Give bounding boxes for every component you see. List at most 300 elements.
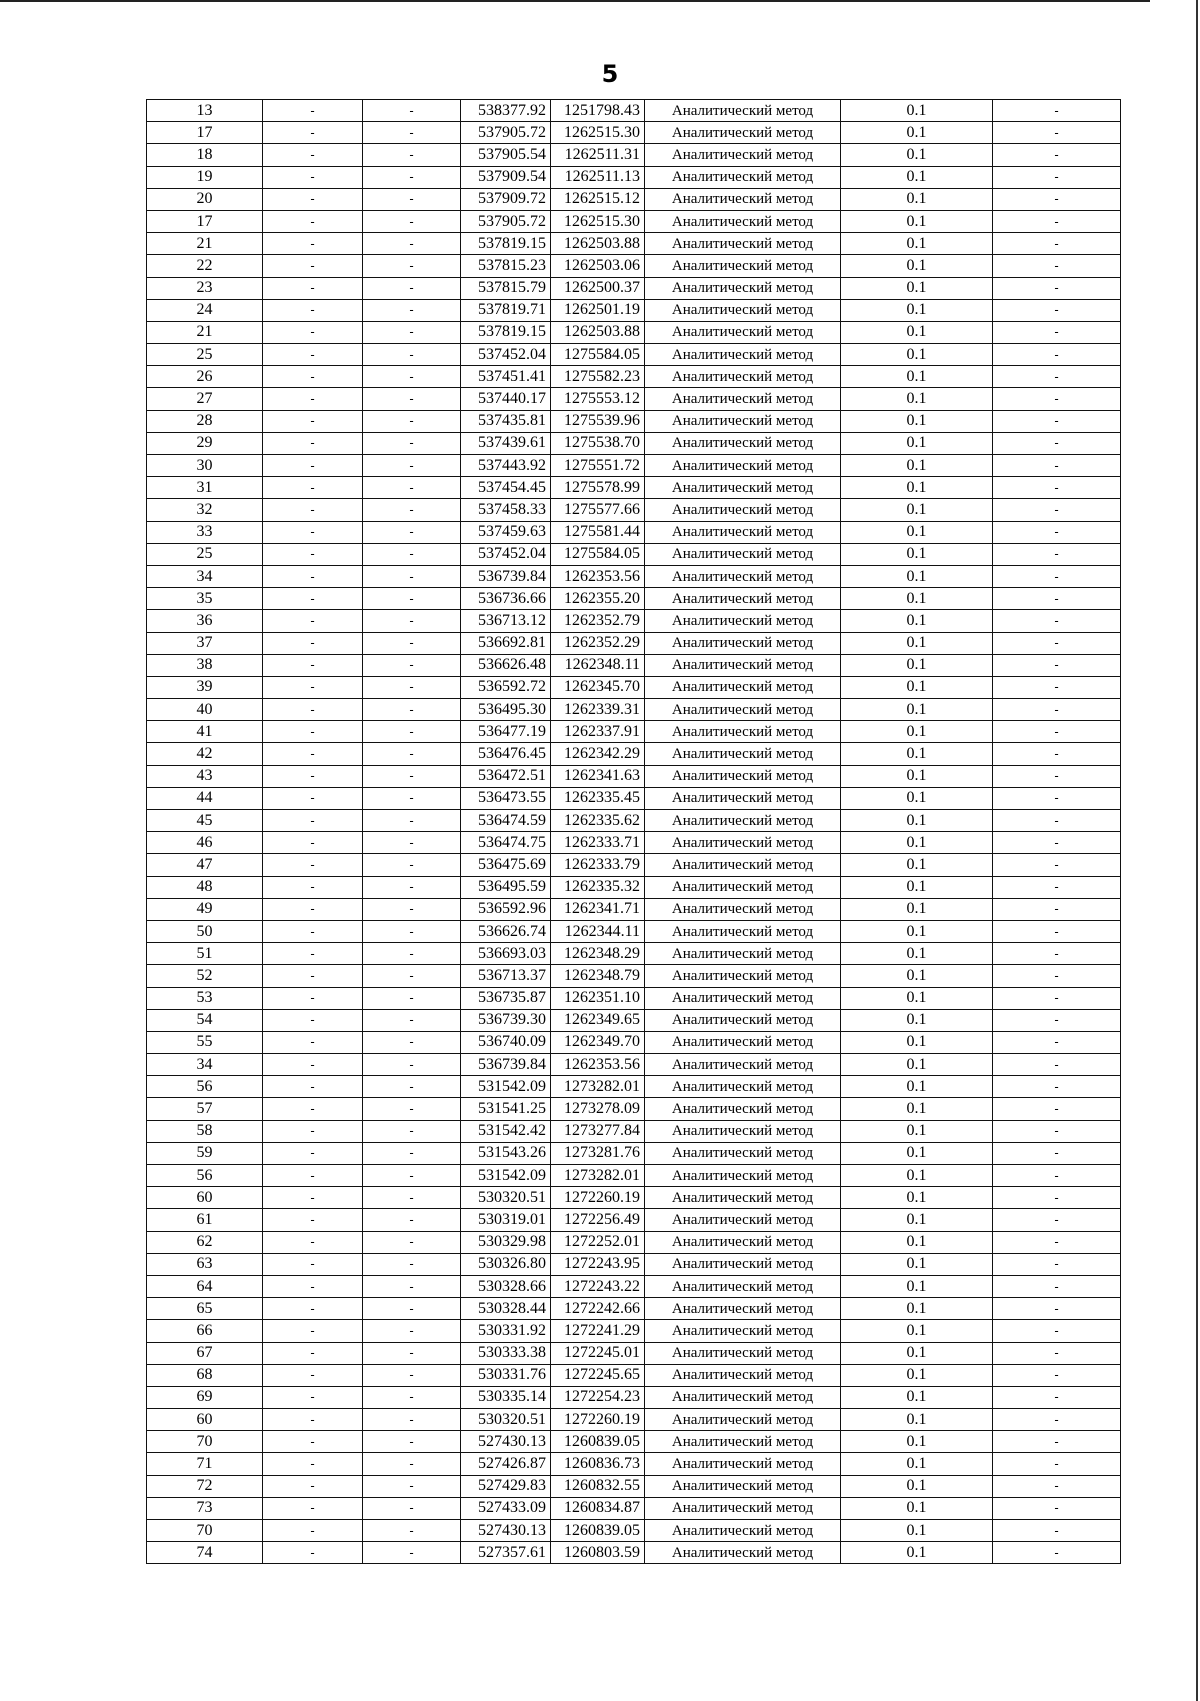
table-row — [147, 122, 1121, 144]
empty-dash-cell: - — [993, 1054, 1121, 1076]
accuracy-cell: 0.1 — [841, 743, 993, 765]
method-cell: Аналитический метод — [645, 787, 841, 809]
point-number-cell: 64 — [147, 1275, 263, 1297]
accuracy-cell: 0.1 — [841, 410, 993, 432]
x-coordinate-cell: 537905.72 — [461, 122, 551, 144]
empty-dash-cell: - — [993, 1098, 1121, 1120]
y-coordinate-cell: 1262348.29 — [551, 943, 645, 965]
x-coordinate-cell: 530335.14 — [461, 1386, 551, 1408]
point-number-cell: 45 — [147, 810, 263, 832]
accuracy-cell: 0.1 — [841, 122, 993, 144]
x-coordinate-cell: 536739.30 — [461, 1009, 551, 1031]
table-row — [147, 166, 1121, 188]
method-cell: Аналитический метод — [645, 1076, 841, 1098]
x-coordinate-cell: 537909.54 — [461, 166, 551, 188]
x-coordinate-cell: 527433.09 — [461, 1497, 551, 1519]
x-coordinate-cell: 536477.19 — [461, 721, 551, 743]
table-row — [147, 1386, 1121, 1408]
empty-dash-cell: - — [363, 1520, 461, 1542]
empty-dash-cell: - — [263, 455, 363, 477]
empty-dash-cell: - — [363, 1120, 461, 1142]
y-coordinate-cell: 1262503.06 — [551, 255, 645, 277]
scan-top-edge — [0, 0, 1150, 2]
empty-dash-cell: - — [263, 610, 363, 632]
x-coordinate-cell: 536692.81 — [461, 632, 551, 654]
empty-dash-cell: - — [263, 588, 363, 610]
empty-dash-cell: - — [363, 632, 461, 654]
x-coordinate-cell: 537451.41 — [461, 366, 551, 388]
x-coordinate-cell: 537459.63 — [461, 521, 551, 543]
y-coordinate-cell: 1262503.88 — [551, 321, 645, 343]
empty-dash-cell: - — [993, 410, 1121, 432]
x-coordinate-cell: 537452.04 — [461, 344, 551, 366]
point-number-cell: 18 — [147, 144, 263, 166]
x-coordinate-cell: 536740.09 — [461, 1031, 551, 1053]
point-number-cell: 34 — [147, 565, 263, 587]
x-coordinate-cell: 530333.38 — [461, 1342, 551, 1364]
point-number-cell: 55 — [147, 1031, 263, 1053]
table-row — [147, 898, 1121, 920]
method-cell: Аналитический метод — [645, 388, 841, 410]
y-coordinate-cell: 1262511.31 — [551, 144, 645, 166]
empty-dash-cell: - — [993, 1409, 1121, 1431]
method-cell: Аналитический метод — [645, 920, 841, 942]
empty-dash-cell: - — [263, 1031, 363, 1053]
accuracy-cell: 0.1 — [841, 233, 993, 255]
empty-dash-cell: - — [993, 366, 1121, 388]
empty-dash-cell: - — [993, 654, 1121, 676]
point-number-cell: 46 — [147, 832, 263, 854]
method-cell: Аналитический метод — [645, 832, 841, 854]
method-cell: Аналитический метод — [645, 1298, 841, 1320]
empty-dash-cell: - — [263, 876, 363, 898]
accuracy-cell: 0.1 — [841, 388, 993, 410]
y-coordinate-cell: 1262353.56 — [551, 1054, 645, 1076]
empty-dash-cell: - — [993, 299, 1121, 321]
empty-dash-cell: - — [993, 321, 1121, 343]
empty-dash-cell: - — [363, 432, 461, 454]
point-number-cell: 38 — [147, 654, 263, 676]
table-row — [147, 943, 1121, 965]
empty-dash-cell: - — [363, 1142, 461, 1164]
point-number-cell: 19 — [147, 166, 263, 188]
empty-dash-cell: - — [263, 543, 363, 565]
table-row — [147, 388, 1121, 410]
method-cell: Аналитический метод — [645, 898, 841, 920]
empty-dash-cell: - — [263, 920, 363, 942]
x-coordinate-cell: 537454.45 — [461, 477, 551, 499]
empty-dash-cell: - — [993, 432, 1121, 454]
empty-dash-cell: - — [363, 1431, 461, 1453]
y-coordinate-cell: 1251798.43 — [551, 100, 645, 122]
y-coordinate-cell: 1272242.66 — [551, 1298, 645, 1320]
empty-dash-cell: - — [263, 255, 363, 277]
method-cell: Аналитический метод — [645, 588, 841, 610]
point-number-cell: 26 — [147, 366, 263, 388]
accuracy-cell: 0.1 — [841, 854, 993, 876]
empty-dash-cell: - — [263, 1009, 363, 1031]
point-number-cell: 31 — [147, 477, 263, 499]
empty-dash-cell: - — [363, 1187, 461, 1209]
point-number-cell: 48 — [147, 876, 263, 898]
empty-dash-cell: - — [363, 876, 461, 898]
table-row — [147, 1364, 1121, 1386]
point-number-cell: 17 — [147, 122, 263, 144]
empty-dash-cell: - — [263, 432, 363, 454]
accuracy-cell: 0.1 — [841, 898, 993, 920]
method-cell: Аналитический метод — [645, 344, 841, 366]
accuracy-cell: 0.1 — [841, 210, 993, 232]
y-coordinate-cell: 1275578.99 — [551, 477, 645, 499]
empty-dash-cell: - — [263, 1054, 363, 1076]
y-coordinate-cell: 1262349.70 — [551, 1031, 645, 1053]
accuracy-cell: 0.1 — [841, 188, 993, 210]
point-number-cell: 65 — [147, 1298, 263, 1320]
empty-dash-cell: - — [363, 810, 461, 832]
method-cell: Аналитический метод — [645, 233, 841, 255]
empty-dash-cell: - — [993, 1275, 1121, 1297]
empty-dash-cell: - — [263, 854, 363, 876]
x-coordinate-cell: 537458.33 — [461, 499, 551, 521]
x-coordinate-cell: 531543.26 — [461, 1142, 551, 1164]
empty-dash-cell: - — [363, 654, 461, 676]
empty-dash-cell: - — [263, 1209, 363, 1231]
method-cell: Аналитический метод — [645, 1031, 841, 1053]
empty-dash-cell: - — [263, 632, 363, 654]
y-coordinate-cell: 1262341.71 — [551, 898, 645, 920]
x-coordinate-cell: 536495.59 — [461, 876, 551, 898]
y-coordinate-cell: 1275582.23 — [551, 366, 645, 388]
y-coordinate-cell: 1262515.30 — [551, 210, 645, 232]
empty-dash-cell: - — [993, 676, 1121, 698]
y-coordinate-cell: 1272254.23 — [551, 1386, 645, 1408]
method-cell: Аналитический метод — [645, 1342, 841, 1364]
point-number-cell: 67 — [147, 1342, 263, 1364]
empty-dash-cell: - — [363, 1497, 461, 1519]
accuracy-cell: 0.1 — [841, 255, 993, 277]
page-number: 5 — [601, 60, 619, 88]
accuracy-cell: 0.1 — [841, 321, 993, 343]
empty-dash-cell: - — [263, 743, 363, 765]
point-number-cell: 53 — [147, 987, 263, 1009]
empty-dash-cell: - — [363, 255, 461, 277]
y-coordinate-cell: 1262335.32 — [551, 876, 645, 898]
point-number-cell: 24 — [147, 299, 263, 321]
empty-dash-cell: - — [263, 210, 363, 232]
method-cell: Аналитический метод — [645, 277, 841, 299]
accuracy-cell: 0.1 — [841, 832, 993, 854]
accuracy-cell: 0.1 — [841, 366, 993, 388]
empty-dash-cell: - — [363, 1253, 461, 1275]
empty-dash-cell: - — [993, 477, 1121, 499]
empty-dash-cell: - — [363, 122, 461, 144]
empty-dash-cell: - — [993, 255, 1121, 277]
empty-dash-cell: - — [263, 388, 363, 410]
accuracy-cell: 0.1 — [841, 1054, 993, 1076]
empty-dash-cell: - — [993, 898, 1121, 920]
method-cell: Аналитический метод — [645, 188, 841, 210]
accuracy-cell: 0.1 — [841, 1409, 993, 1431]
method-cell: Аналитический метод — [645, 321, 841, 343]
empty-dash-cell: - — [993, 876, 1121, 898]
empty-dash-cell: - — [993, 832, 1121, 854]
point-number-cell: 54 — [147, 1009, 263, 1031]
accuracy-cell: 0.1 — [841, 1098, 993, 1120]
y-coordinate-cell: 1262352.79 — [551, 610, 645, 632]
x-coordinate-cell: 537443.92 — [461, 455, 551, 477]
y-coordinate-cell: 1273282.01 — [551, 1076, 645, 1098]
method-cell: Аналитический метод — [645, 455, 841, 477]
empty-dash-cell: - — [363, 721, 461, 743]
accuracy-cell: 0.1 — [841, 1364, 993, 1386]
point-number-cell: 49 — [147, 898, 263, 920]
empty-dash-cell: - — [993, 1076, 1121, 1098]
empty-dash-cell: - — [363, 1542, 461, 1564]
x-coordinate-cell: 527430.13 — [461, 1520, 551, 1542]
empty-dash-cell: - — [263, 233, 363, 255]
empty-dash-cell: - — [993, 166, 1121, 188]
empty-dash-cell: - — [263, 1475, 363, 1497]
point-number-cell: 25 — [147, 344, 263, 366]
point-number-cell: 21 — [147, 321, 263, 343]
empty-dash-cell: - — [363, 521, 461, 543]
table-row — [147, 920, 1121, 942]
empty-dash-cell: - — [993, 388, 1121, 410]
empty-dash-cell: - — [363, 565, 461, 587]
empty-dash-cell: - — [993, 1342, 1121, 1364]
empty-dash-cell: - — [993, 122, 1121, 144]
empty-dash-cell: - — [993, 721, 1121, 743]
empty-dash-cell: - — [263, 410, 363, 432]
point-number-cell: 21 — [147, 233, 263, 255]
x-coordinate-cell: 531542.09 — [461, 1165, 551, 1187]
y-coordinate-cell: 1273282.01 — [551, 1165, 645, 1187]
empty-dash-cell: - — [263, 965, 363, 987]
x-coordinate-cell: 537905.54 — [461, 144, 551, 166]
accuracy-cell: 0.1 — [841, 521, 993, 543]
x-coordinate-cell: 536592.72 — [461, 676, 551, 698]
y-coordinate-cell: 1275538.70 — [551, 432, 645, 454]
empty-dash-cell: - — [263, 1497, 363, 1519]
x-coordinate-cell: 530320.51 — [461, 1409, 551, 1431]
empty-dash-cell: - — [993, 1009, 1121, 1031]
table-row — [147, 233, 1121, 255]
table-row — [147, 1031, 1121, 1053]
table-row — [147, 1253, 1121, 1275]
point-number-cell: 63 — [147, 1253, 263, 1275]
accuracy-cell: 0.1 — [841, 1009, 993, 1031]
y-coordinate-cell: 1260836.73 — [551, 1453, 645, 1475]
method-cell: Аналитический метод — [645, 1120, 841, 1142]
accuracy-cell: 0.1 — [841, 1542, 993, 1564]
method-cell: Аналитический метод — [645, 676, 841, 698]
y-coordinate-cell: 1260832.55 — [551, 1475, 645, 1497]
empty-dash-cell: - — [993, 765, 1121, 787]
table-row — [147, 1431, 1121, 1453]
x-coordinate-cell: 536713.12 — [461, 610, 551, 632]
y-coordinate-cell: 1262344.11 — [551, 920, 645, 942]
empty-dash-cell: - — [363, 1098, 461, 1120]
point-number-cell: 40 — [147, 699, 263, 721]
accuracy-cell: 0.1 — [841, 344, 993, 366]
empty-dash-cell: - — [263, 1542, 363, 1564]
y-coordinate-cell: 1262503.88 — [551, 233, 645, 255]
x-coordinate-cell: 536736.66 — [461, 588, 551, 610]
y-coordinate-cell: 1262501.19 — [551, 299, 645, 321]
table-row — [147, 654, 1121, 676]
x-coordinate-cell: 536626.48 — [461, 654, 551, 676]
method-cell: Аналитический метод — [645, 699, 841, 721]
table-row — [147, 255, 1121, 277]
accuracy-cell: 0.1 — [841, 1453, 993, 1475]
accuracy-cell: 0.1 — [841, 1231, 993, 1253]
method-cell: Аналитический метод — [645, 477, 841, 499]
empty-dash-cell: - — [993, 1209, 1121, 1231]
empty-dash-cell: - — [993, 743, 1121, 765]
empty-dash-cell: - — [263, 477, 363, 499]
empty-dash-cell: - — [263, 1520, 363, 1542]
coordinates-table — [146, 99, 1121, 1564]
empty-dash-cell: - — [993, 344, 1121, 366]
coordinates-table-body — [147, 100, 1121, 1564]
accuracy-cell: 0.1 — [841, 1209, 993, 1231]
empty-dash-cell: - — [363, 743, 461, 765]
x-coordinate-cell: 536739.84 — [461, 565, 551, 587]
point-number-cell: 23 — [147, 277, 263, 299]
method-cell: Аналитический метод — [645, 144, 841, 166]
method-cell: Аналитический метод — [645, 1253, 841, 1275]
method-cell: Аналитический метод — [645, 743, 841, 765]
empty-dash-cell: - — [263, 499, 363, 521]
empty-dash-cell: - — [263, 366, 363, 388]
accuracy-cell: 0.1 — [841, 965, 993, 987]
empty-dash-cell: - — [993, 565, 1121, 587]
method-cell: Аналитический метод — [645, 876, 841, 898]
x-coordinate-cell: 536495.30 — [461, 699, 551, 721]
point-number-cell: 56 — [147, 1165, 263, 1187]
point-number-cell: 25 — [147, 543, 263, 565]
empty-dash-cell: - — [993, 810, 1121, 832]
table-row — [147, 1497, 1121, 1519]
method-cell: Аналитический метод — [645, 1320, 841, 1342]
y-coordinate-cell: 1262351.10 — [551, 987, 645, 1009]
y-coordinate-cell: 1273277.84 — [551, 1120, 645, 1142]
accuracy-cell: 0.1 — [841, 1475, 993, 1497]
empty-dash-cell: - — [993, 588, 1121, 610]
empty-dash-cell: - — [263, 1187, 363, 1209]
x-coordinate-cell: 536475.69 — [461, 854, 551, 876]
y-coordinate-cell: 1260803.59 — [551, 1542, 645, 1564]
accuracy-cell: 0.1 — [841, 787, 993, 809]
empty-dash-cell: - — [363, 344, 461, 366]
empty-dash-cell: - — [993, 610, 1121, 632]
empty-dash-cell: - — [363, 1165, 461, 1187]
method-cell: Аналитический метод — [645, 521, 841, 543]
method-cell: Аналитический метод — [645, 1165, 841, 1187]
table-row — [147, 410, 1121, 432]
empty-dash-cell: - — [263, 1386, 363, 1408]
x-coordinate-cell: 527430.13 — [461, 1431, 551, 1453]
accuracy-cell: 0.1 — [841, 1275, 993, 1297]
y-coordinate-cell: 1262342.29 — [551, 743, 645, 765]
empty-dash-cell: - — [363, 787, 461, 809]
empty-dash-cell: - — [993, 543, 1121, 565]
empty-dash-cell: - — [263, 1453, 363, 1475]
y-coordinate-cell: 1262515.30 — [551, 122, 645, 144]
point-number-cell: 70 — [147, 1520, 263, 1542]
accuracy-cell: 0.1 — [841, 1076, 993, 1098]
point-number-cell: 58 — [147, 1120, 263, 1142]
method-cell: Аналитический метод — [645, 1542, 841, 1564]
empty-dash-cell: - — [993, 1320, 1121, 1342]
empty-dash-cell: - — [993, 188, 1121, 210]
point-number-cell: 47 — [147, 854, 263, 876]
x-coordinate-cell: 536693.03 — [461, 943, 551, 965]
y-coordinate-cell: 1262341.63 — [551, 765, 645, 787]
x-coordinate-cell: 530319.01 — [461, 1209, 551, 1231]
empty-dash-cell: - — [363, 1320, 461, 1342]
method-cell: Аналитический метод — [645, 1453, 841, 1475]
accuracy-cell: 0.1 — [841, 166, 993, 188]
point-number-cell: 60 — [147, 1409, 263, 1431]
table-row — [147, 100, 1121, 122]
empty-dash-cell: - — [363, 499, 461, 521]
point-number-cell: 35 — [147, 588, 263, 610]
table-row — [147, 477, 1121, 499]
accuracy-cell: 0.1 — [841, 810, 993, 832]
empty-dash-cell: - — [363, 610, 461, 632]
table-row — [147, 321, 1121, 343]
table-row — [147, 1275, 1121, 1297]
method-cell: Аналитический метод — [645, 654, 841, 676]
empty-dash-cell: - — [363, 188, 461, 210]
empty-dash-cell: - — [263, 299, 363, 321]
table-row — [147, 1120, 1121, 1142]
table-row — [147, 743, 1121, 765]
point-number-cell: 62 — [147, 1231, 263, 1253]
point-number-cell: 29 — [147, 432, 263, 454]
empty-dash-cell: - — [363, 410, 461, 432]
y-coordinate-cell: 1262352.29 — [551, 632, 645, 654]
x-coordinate-cell: 530326.80 — [461, 1253, 551, 1275]
empty-dash-cell: - — [993, 100, 1121, 122]
empty-dash-cell: - — [263, 144, 363, 166]
point-number-cell: 42 — [147, 743, 263, 765]
accuracy-cell: 0.1 — [841, 943, 993, 965]
y-coordinate-cell: 1262345.70 — [551, 676, 645, 698]
x-coordinate-cell: 536474.59 — [461, 810, 551, 832]
method-cell: Аналитический метод — [645, 499, 841, 521]
point-number-cell: 20 — [147, 188, 263, 210]
y-coordinate-cell: 1262500.37 — [551, 277, 645, 299]
empty-dash-cell: - — [263, 1431, 363, 1453]
table-row — [147, 610, 1121, 632]
y-coordinate-cell: 1262337.91 — [551, 721, 645, 743]
empty-dash-cell: - — [363, 366, 461, 388]
method-cell: Аналитический метод — [645, 1054, 841, 1076]
x-coordinate-cell: 537440.17 — [461, 388, 551, 410]
empty-dash-cell: - — [263, 188, 363, 210]
method-cell: Аналитический метод — [645, 1009, 841, 1031]
point-number-cell: 57 — [147, 1098, 263, 1120]
empty-dash-cell: - — [993, 787, 1121, 809]
table-row — [147, 1520, 1121, 1542]
table-row — [147, 1453, 1121, 1475]
empty-dash-cell: - — [363, 943, 461, 965]
y-coordinate-cell: 1262333.71 — [551, 832, 645, 854]
empty-dash-cell: - — [993, 965, 1121, 987]
accuracy-cell: 0.1 — [841, 920, 993, 942]
